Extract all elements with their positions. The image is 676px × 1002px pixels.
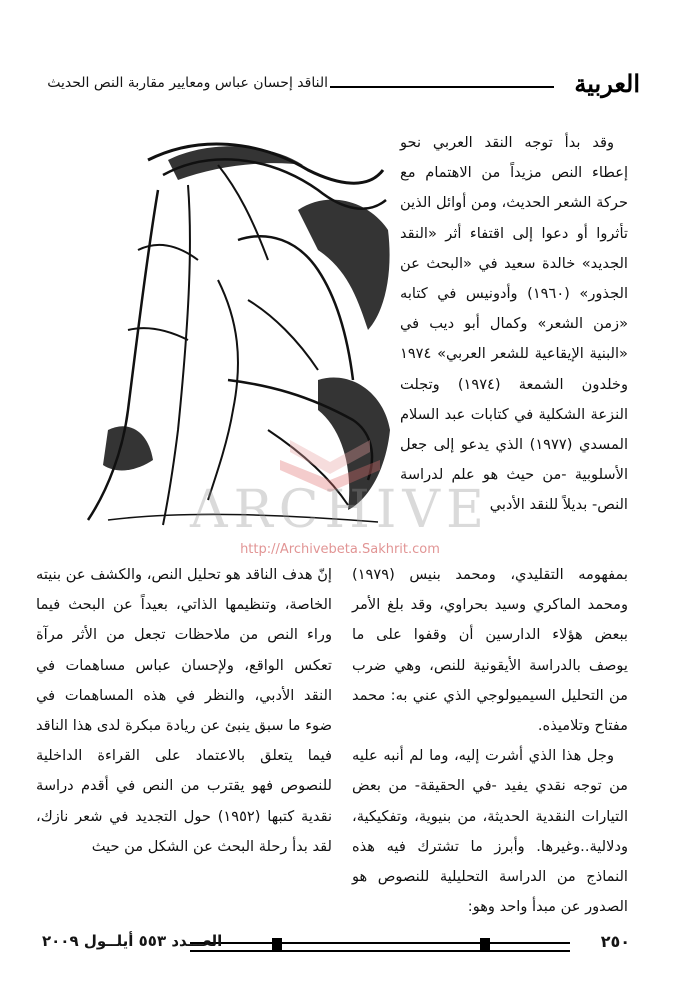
page-footer bbox=[40, 928, 640, 962]
footer-rule bbox=[190, 942, 570, 952]
text-column-right-bottom bbox=[352, 560, 628, 922]
paragraph: بمفهومه التقليدي، ومحمد بنيس (١٩٧٩) ومحمد الماكري وسيد بحراوي، وقد بلغ الأمر ببعض هؤلاء الدارسين أن وقفوا على ما يوصف بالدراسة الأيقونية للنص، وهي ضرب من التحليل السيميولوجي الذي عني به: محمد مفتاح وتلاميذه. bbox=[352, 566, 628, 735]
issue-info: العـــدد ٥٥٣ أيلــول ٢٠٠٩ bbox=[42, 932, 223, 950]
page-header bbox=[40, 64, 640, 104]
magazine-logo: العربية bbox=[574, 69, 640, 98]
footer-ornament bbox=[272, 938, 282, 952]
archive-watermark-url: http://Archivebeta.Sakhrit.com bbox=[240, 542, 440, 557]
footer-ornament bbox=[480, 938, 490, 952]
paragraph: وجل هذا الذي أشرت إليه، وما لم أنبه عليه من توجه نقدي يفيد -في الحقيقة- من بعض التيارات النقدية الحديثة، من بنيوية، وتفكيكية، ودلالية..وغيرها. وأبرز ما تشترك فيه هذه النماذج من الدراسة التحليلية للنصوص هو الصدور عن مبدأ واحد وهو: bbox=[352, 747, 628, 916]
article-running-title: الناقد إحسان عباس ومعايير مقاربة النص الحديث bbox=[47, 75, 328, 91]
archive-watermark-text: ARCHIVE bbox=[190, 480, 490, 540]
page-number: ٢٥٠ bbox=[600, 932, 630, 951]
paragraph: إنّ هدف الناقد هو تحليل النص، والكشف عن بنيته الخاصة، وتنظيمها الذاتي، بعيداً عن البحث فيما وراء النص من ملاحظات تجعل من الأثر مرآة تعكس الواقع، ولإحسان عباس مساهمات في النقد الأدبي، والنظر في هذه المساهمات في ضوء ما سبق ينبئ عن ريادة مبكرة لدى هذا الناقد فيما يتعلق بالاعتماد على القراءة الداخلية للنصوص فهو يقترب من النص في أقدم دراسة نقدية كتبها (١٩٥٢) حول التجديد في شعر نازك، لقد بدأ رحلة البحث عن الشكل من حيث bbox=[36, 566, 333, 855]
paragraph: وقد بدأ توجه النقد العربي نحو إعطاء النص مزيداً من الاهتمام مع حركة الشعر الحديث، ومن أوائل الذين تأثروا أو دعوا إلى اقتفاء أثر «النقد الجديد» خالدة سعيد في «البحث عن الجذور» (١٩٦٠) وأدونيس في كتابه «زمن الشعر» وكمال أبو ديب في «البنية الإيقاعية للشعر العربي» ١٩٧٤ وخلدون الشمعة (١٩٧٤) وتجلت النزعة الشكلية في كتابات عبد السلام المسدي (١٩٧٧) الذي يدعو إلى جعل الأسلوبية -من حيث هو علم لدراسة النص- بديلاً للنقد الأدبي bbox=[400, 134, 628, 514]
header-rule bbox=[330, 86, 554, 88]
text-column-left bbox=[36, 560, 332, 862]
text-column-right-top bbox=[400, 128, 628, 521]
